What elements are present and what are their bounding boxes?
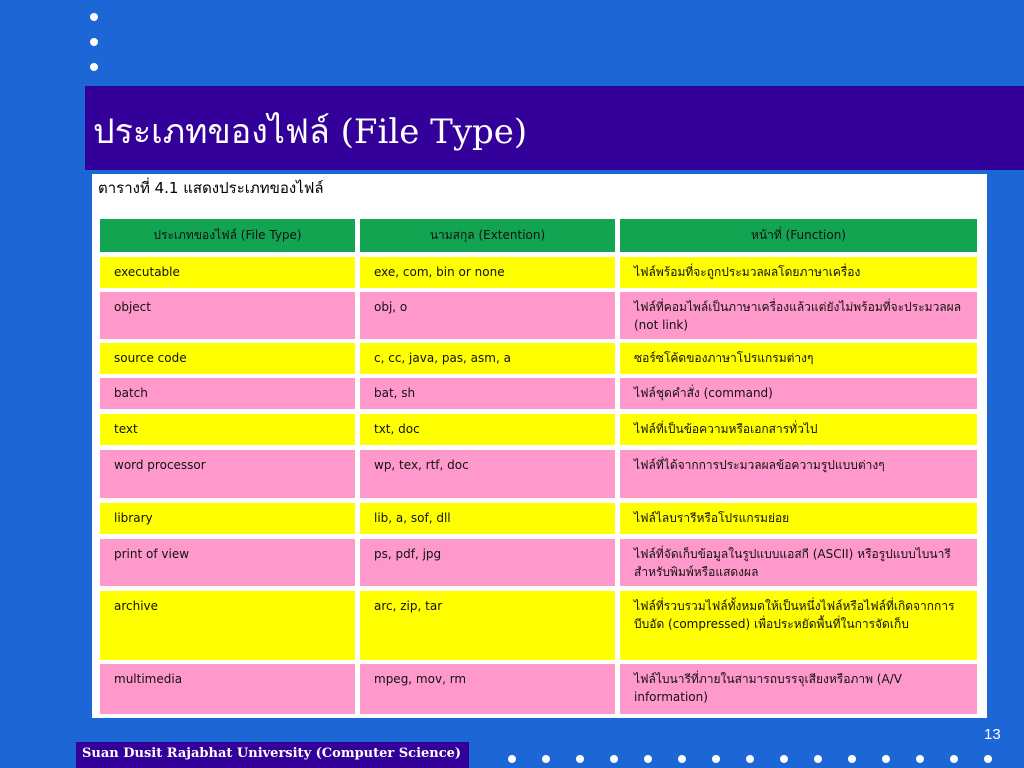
bullet-dot-icon	[848, 755, 856, 763]
header-file-type: ประเภทของไฟล์ (File Type)	[100, 219, 355, 252]
table-cell: ไฟล์ที่จัดเก็บข้อมูลในรูปแบบแอสกี (ASCII) หรือรูปแบบไบนารีสำหรับพิมพ์หรือแสดงผล	[620, 539, 977, 586]
table-cell: ไฟล์พร้อมที่จะถูกประมวลผลโดยภาษาเครื่อง	[620, 257, 977, 288]
header-function: หน้าที่ (Function)	[620, 219, 977, 252]
footer-label: Suan Dusit Rajabhat University (Computer Science)	[76, 742, 469, 768]
bullet-dot-icon	[712, 755, 720, 763]
bullet-dot-icon	[984, 755, 992, 763]
table-cell: source code	[100, 343, 355, 374]
bullet-dot-icon	[90, 63, 98, 71]
bullet-dot-icon	[644, 755, 652, 763]
table-cell: ซอร์ซโค้ดของภาษาโปรแกรมต่างๆ	[620, 343, 977, 374]
page-number: 13	[984, 726, 1001, 743]
table-cell: c, cc, java, pas, asm, a	[360, 343, 615, 374]
table-cell: word processor	[100, 450, 355, 498]
table-cell: ไฟล์ไบนารีที่ภายในสามารถบรรจุเสียงหรือภาพ (A/V information)	[620, 664, 977, 714]
table-cell: text	[100, 414, 355, 445]
bullet-dot-icon	[678, 755, 686, 763]
table-cell: ไฟล์ชุดคำสั่ง (command)	[620, 378, 977, 409]
header-extension: นามสกุล (Extention)	[360, 219, 615, 252]
table-cell: bat, sh	[360, 378, 615, 409]
slide-title: ประเภทของไฟล์ (File Type)	[93, 112, 528, 152]
table-cell: exe, com, bin or none	[360, 257, 615, 288]
table-cell: wp, tex, rtf, doc	[360, 450, 615, 498]
bullet-dot-icon	[90, 38, 98, 46]
table-caption: ตารางที่ 4.1 แสดงประเภทของไฟล์	[98, 179, 324, 197]
table-cell: batch	[100, 378, 355, 409]
table-cell: print of view	[100, 539, 355, 586]
table-cell: library	[100, 503, 355, 534]
table-cell: txt, doc	[360, 414, 615, 445]
bullet-dot-icon	[916, 755, 924, 763]
table-cell: ไฟล์ที่เป็นข้อความหรือเอกสารทั่วไป	[620, 414, 977, 445]
bullet-dot-icon	[882, 755, 890, 763]
table-cell: ไฟล์ที่ได้จากการประมวลผลข้อความรูปแบบต่างๆ	[620, 450, 977, 498]
table-cell: ไฟล์ที่รวบรวมไฟล์ทั้งหมดให้เป็นหนึ่งไฟล์หรือไฟล์ที่เกิดจากการบีบอัด (compressed) เพื่อประหยัดพื้นที่ในการจัดเก็บ	[620, 591, 977, 660]
bullet-dot-icon	[610, 755, 618, 763]
table-cell: ไฟล์ที่คอมไพล์เป็นภาษาเครื่องแล้วแต่ยังไม่พร้อมที่จะประมวลผล (not link)	[620, 292, 977, 339]
table-cell: object	[100, 292, 355, 339]
table-cell: executable	[100, 257, 355, 288]
table-cell: lib, a, sof, dll	[360, 503, 615, 534]
bullet-dot-icon	[780, 755, 788, 763]
bullet-dot-icon	[950, 755, 958, 763]
bullet-dot-icon	[746, 755, 754, 763]
bullet-dot-icon	[508, 755, 516, 763]
table-cell: arc, zip, tar	[360, 591, 615, 660]
table-cell: archive	[100, 591, 355, 660]
table-cell: multimedia	[100, 664, 355, 714]
bullet-dot-icon	[576, 755, 584, 763]
file-type-table	[92, 174, 987, 718]
table-cell: ps, pdf, jpg	[360, 539, 615, 586]
bullet-dot-icon	[542, 755, 550, 763]
table-cell: ไฟล์ไลบรารีหรือโปรแกรมย่อย	[620, 503, 977, 534]
bullet-dot-icon	[814, 755, 822, 763]
title-bar	[85, 86, 1024, 170]
bullet-dot-icon	[90, 13, 98, 21]
table-cell: mpeg, mov, rm	[360, 664, 615, 714]
table-cell: obj, o	[360, 292, 615, 339]
